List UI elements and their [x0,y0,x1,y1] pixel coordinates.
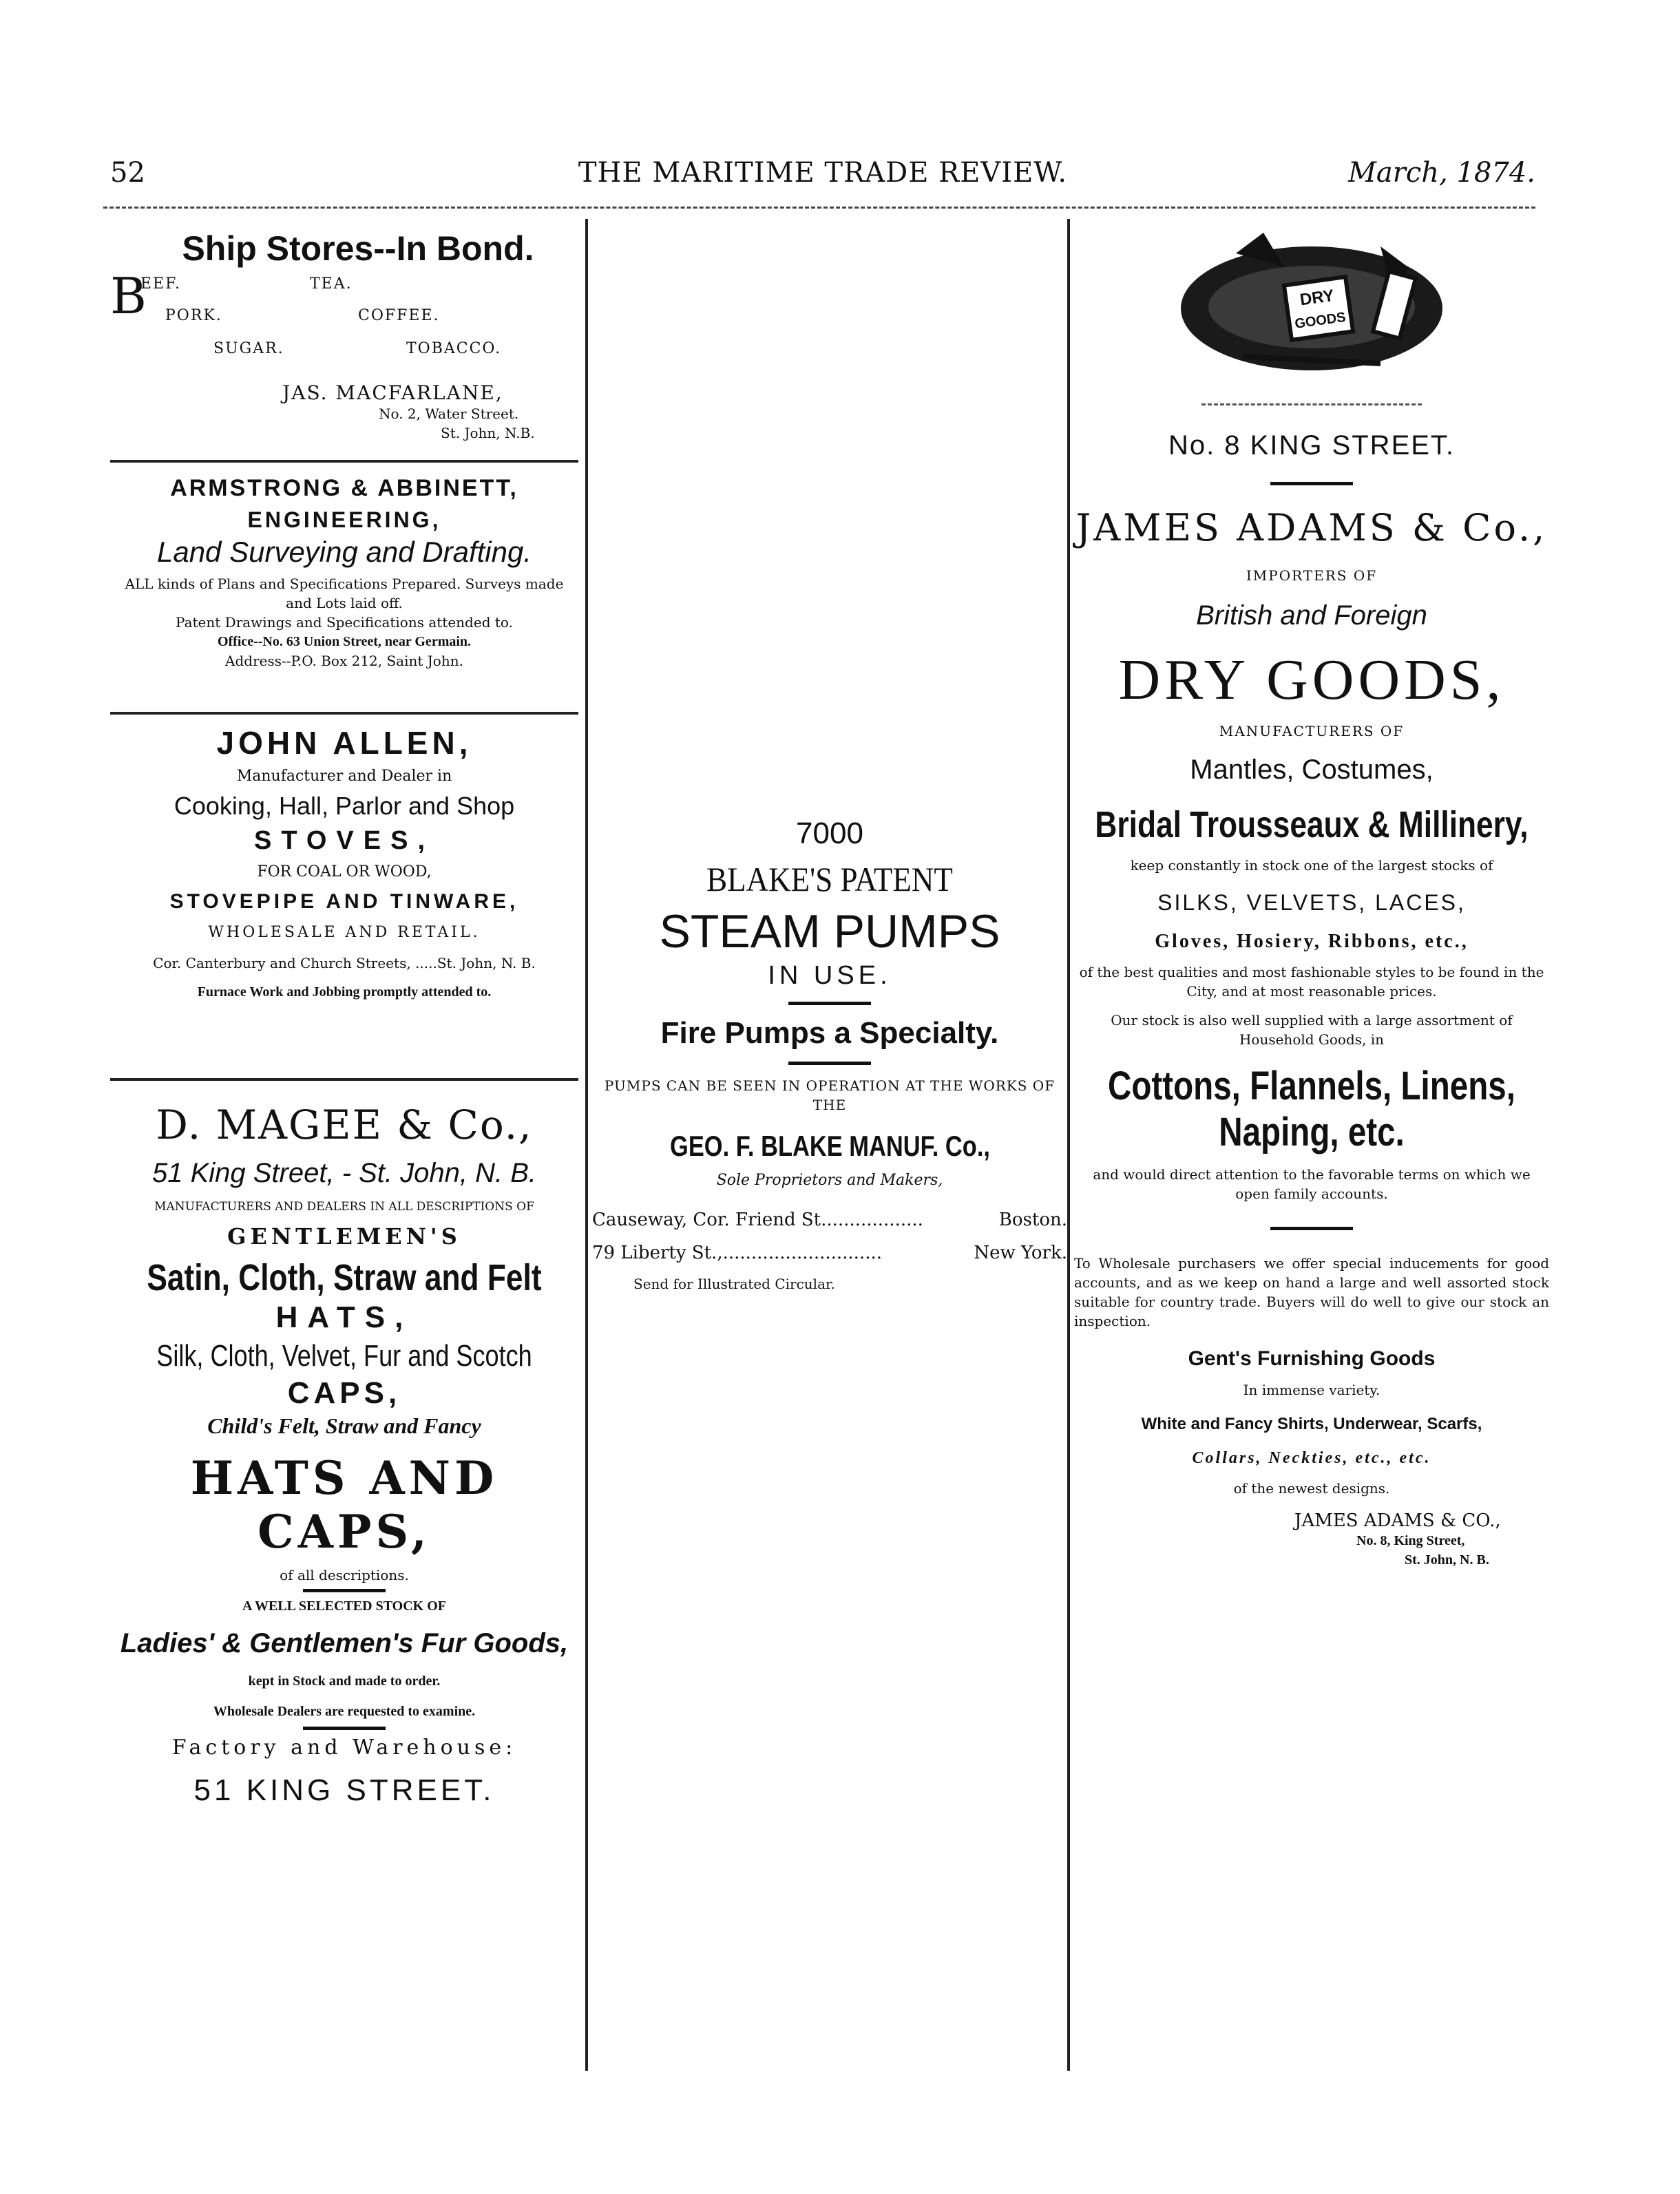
left-column [110,219,578,2078]
ad-john-allen [110,724,578,1068]
adams-line-17: White and Fancy Shirts, Underwear, Scarfs, [1141,1415,1482,1433]
allen-line-5: WHOLESALE AND RETAIL. [208,924,481,941]
ship-item: SUGAR. [213,340,284,357]
adams-line-1: IMPORTERS OF [1246,567,1378,584]
ship-stores-name: JAS. MACFARLANE, [282,381,503,404]
blake-address-1-city: Boston. [998,1210,1067,1230]
ship-stores-items [110,268,578,386]
allen-line-3: FOR COAL OR WOOD, [257,863,432,880]
adams-address-top: No. 8 KING STREET. [1168,430,1456,461]
adams-line-3: DRY GOODS, [1118,648,1505,712]
drop-cap: B [110,267,148,325]
ship-item: TOBACCO. [406,340,502,357]
magee-line-3: HATS, [275,1300,413,1334]
adams-rule [1270,1227,1353,1230]
svg-text:DRY: DRY [1299,286,1336,310]
blake-line-1: 7000 [796,816,863,850]
magee-line-6: Child's Felt, Straw and Fancy [207,1413,481,1438]
emblem-underline [1201,403,1422,405]
adams-rule [1270,482,1353,485]
adams-line-16: In immense variety. [1243,1382,1380,1398]
adams-signature-address-1: No. 8, King Street, [1356,1533,1465,1548]
magee-rule [303,1589,386,1592]
blake-address-1-street: Causeway, Cor. Friend St.................. [592,1210,923,1230]
ship-item: COFFEE. [358,307,440,324]
blake-address-new-york [592,1243,1067,1263]
allen-line-6: Cor. Canterbury and Church Streets, .....St. John, N. B. [153,955,536,971]
adams-signature-address-2: St. John, N. B. [1405,1552,1489,1568]
issue-date: March, 1874. [1347,157,1535,189]
dry-goods-emblem-icon [1174,226,1449,384]
magee-address: 51 King Street, - St. John, N. B. [151,1158,537,1188]
blake-rule [788,1062,871,1065]
magee-line-13: Factory and Warehouse: [171,1736,517,1760]
allen-line-1: Cooking, Hall, Parlor and Shop [174,792,515,820]
magee-line-8: of all descriptions. [280,1567,409,1583]
ship-stores-title: Ship Stores--In Bond. [182,229,534,268]
magee-line-7: HATS AND CAPS, [190,1451,498,1559]
adams-line-6: Bridal Trousseaux & Millinery, [1095,804,1529,845]
blake-line-8: Sole Proprietors and Makers, [716,1172,943,1189]
column-divider-right [1067,219,1070,2071]
ad-blake [592,816,1067,1294]
magee-line-9: A WELL SELECTED STOCK OF [242,1599,447,1614]
adams-line-4: MANUFACTURERS OF [1219,723,1405,739]
armstrong-text-1: ALL kinds of Plans and Specifications Prepared. Surveys made and Lots laid off. [125,576,564,611]
adams-line-14: To Wholesale purchasers we offer special inducements for good accounts, and as we keep on hand a large and well assorted stock suitable for country trade. Buyers will do well to give our stock an inspection. [1074,1255,1549,1329]
adams-line-15: Gent's Furnishing Goods [1188,1347,1436,1370]
magee-line-12: Wholesale Dealers are requested to examine. [213,1704,476,1719]
magee-line-2: Satin, Cloth, Straw and Felt [147,1257,542,1298]
magee-line-14: 51 KING STREET. [193,1773,495,1807]
adams-line-10: of the best qualities and most fashionable styles to be found in the City, and at most reasonable prices. [1079,964,1544,1000]
blake-line-4: IN USE. [768,961,892,990]
ad-separator [110,712,578,715]
ship-stores-address-2: St. John, N.B. [441,425,535,441]
blake-line-6: PUMPS CAN BE SEEN IN OPERATION AT THE WORKS OF THE [604,1077,1056,1113]
allen-line-7: Furnace Work and Jobbing promptly attended to. [197,984,492,1000]
blake-line-7: GEO. F. BLAKE MANUF. Co., [669,1130,990,1162]
blake-line-2: BLAKE'S PATENT [706,860,953,898]
magee-name: D. MAGEE & Co., [156,1101,533,1148]
magee-line-1: GENTLEMEN'S [227,1223,461,1249]
adams-name: JAMES ADAMS & Co., [1075,506,1548,549]
page-number: 52 [110,157,145,189]
armstrong-text-2: Patent Drawings and Specifications attended to. [176,614,513,631]
adams-line-19: of the newest designs. [1233,1480,1390,1497]
adams-line-18: Collars, Neckties, etc., etc. [1192,1449,1431,1467]
armstrong-address: Address--P.O. Box 212, Saint John. [225,653,463,669]
header-rule [103,207,1535,209]
ad-magee [110,1101,578,1808]
blake-address-boston [592,1210,1067,1230]
page-header [110,157,1535,198]
blake-address-2-street: 79 Liberty St.,............................ [592,1243,882,1263]
allen-sub: Manufacturer and Dealer in [236,768,452,785]
ship-item: EEF. [140,275,181,293]
ad-ship-stores [110,229,578,450]
armstrong-line-1: ENGINEERING, [247,507,441,532]
adams-line-11: Our stock is also well supplied with a large assortment of Household Goods, in [1111,1012,1513,1048]
adams-line-9: Gloves, Hosiery, Ribbons, etc., [1155,931,1469,952]
blake-rule [788,1002,871,1005]
magee-line-11: kept in Stock and made to order. [248,1674,441,1689]
blake-address-2-city: New York. [974,1243,1067,1263]
armstrong-office: Office--No. 63 Union Street, near Germain. [217,634,472,649]
right-column [1074,219,1549,2078]
blake-line-9: Send for Illustrated Circular. [633,1276,835,1292]
allen-line-4: STOVEPIPE AND TINWARE, [169,890,519,913]
blake-line-5: Fire Pumps a Specialty. [660,1016,999,1050]
column-divider-left [585,219,588,2071]
middle-column [592,219,1067,2078]
magee-line-10: Ladies' & Gentlemen's Fur Goods, [120,1628,569,1658]
svg-text:GOODS: GOODS [1294,309,1347,332]
adams-signature-name: JAMES ADAMS & CO., [1294,1510,1501,1531]
magee-sub: MANUFACTURERS AND DEALERS IN ALL DESCRIPTIONS OF [154,1200,534,1214]
ad-armstrong [110,475,578,702]
allen-line-2: STOVES, [253,826,435,855]
armstrong-name: ARMSTRONG & ABBINETT, [170,475,518,501]
magee-line-5: CAPS, [287,1376,401,1410]
magee-line-4: Silk, Cloth, Velvet, Fur and Scotch [156,1339,532,1373]
adams-line-5: Mantles, Costumes, [1190,755,1434,785]
adams-line-12: Cottons, Flannels, Linens, Naping, etc. [1108,1064,1515,1154]
publication-title: THE MARITIME TRADE REVIEW. [578,157,1068,189]
ship-item: PORK. [165,307,222,324]
armstrong-line-2: Land Surveying and Drafting. [156,536,532,568]
allen-name: JOHN ALLEN, [216,725,472,761]
magee-rule [303,1727,386,1730]
ship-item: TEA. [310,275,353,293]
blake-line-3: STEAM PUMPS [659,905,1000,958]
adams-line-13: and would direct attention to the favorable terms on which we open family accounts. [1093,1166,1531,1202]
ship-stores-address-1: No. 2, Water Street. [379,405,519,422]
adams-line-8: SILKS, VELVETS, LACES, [1157,890,1466,915]
ad-adams [1074,219,1549,1570]
ad-separator [110,460,578,463]
ad-separator [110,1078,578,1081]
adams-line-7: keep constantly in stock one of the largest stocks of [1130,857,1493,874]
adams-line-2: British and Foreign [1196,600,1427,631]
